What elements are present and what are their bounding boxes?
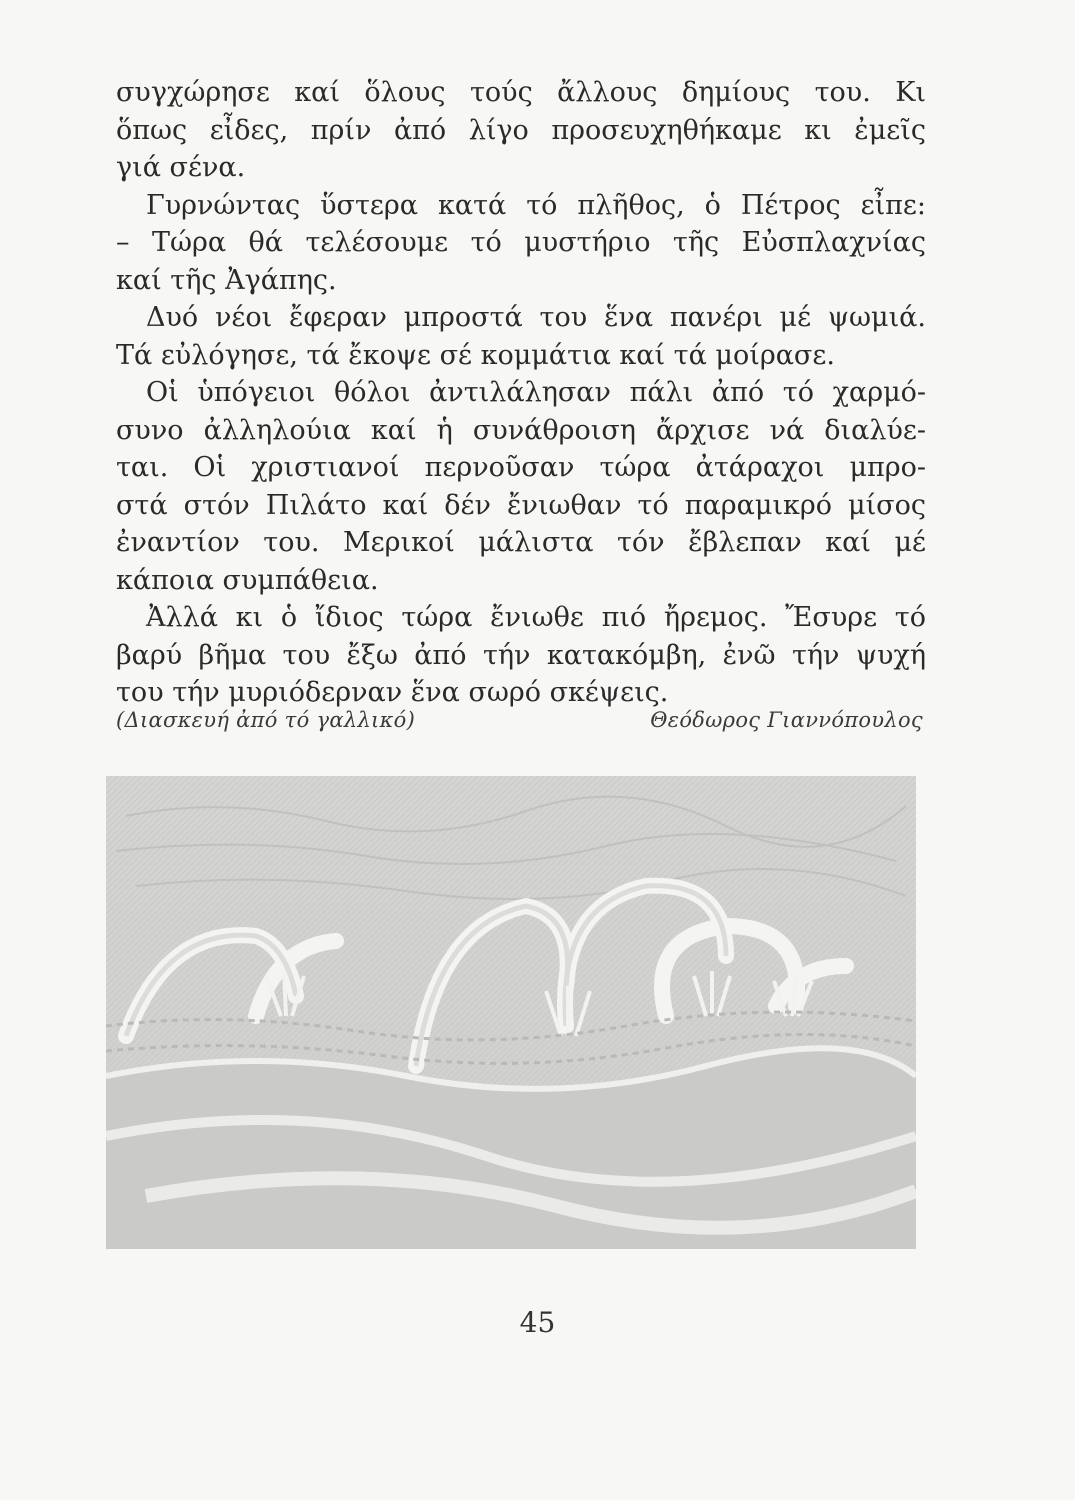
body-text xyxy=(116,74,926,712)
text-line: στά στόν Πιλάτο καί δέν ἔνιωθαν τό παραμικρό μίσος xyxy=(116,489,926,521)
text-line: συνο ἀλληλούια καί ἡ συνάθροιση ἄρχισε νά διαλύε- xyxy=(116,414,926,446)
text-line: Τά εὐλόγησε, τά ἔκοψε σέ κομμάτια καί τά μοίρασε. xyxy=(116,339,835,371)
text-line: κάποια συμπάθεια. xyxy=(116,564,379,596)
text-line: βαρύ βῆμα του ἔξω ἀπό τήν κατακόμβη, ἐνῶ τήν ψυχή xyxy=(116,639,926,671)
text-line: του τήν μυριόδερναν ἕνα σωρό σκέψεις. xyxy=(116,677,669,708)
arches-illustration xyxy=(106,776,916,1249)
adaptation-note: (Διασκευή ἀπό τό γαλλικό) xyxy=(116,708,416,732)
text-line: καί τῆς Ἀγάπης. xyxy=(116,264,337,296)
text-line: ἐναντίον του. Μερικοί μάλιστα τόν ἔβλεπαν καί μέ xyxy=(116,527,926,558)
text-line: συγχώρησε καί ὅλους τούς ἄλλους δημίους του. Κι xyxy=(116,77,926,108)
page-number: 45 xyxy=(519,1306,556,1339)
text-line: γιά σένα. xyxy=(116,152,246,183)
text-line: – Τώρα θά τελέσουμε τό μυστήριο τῆς Εὐσπλαχνίας xyxy=(116,227,926,258)
author-name: Θεόδωρος Γιαννόπουλος xyxy=(650,708,923,732)
text-line: ται. Οἱ χριστιανοί περνοῦσαν τώρα ἀτάραχοι μπρο- xyxy=(116,452,926,483)
text-line: Οἱ ὑπόγειοι θόλοι ἀντιλάλησαν πάλι ἀπό τό χαρμό- xyxy=(146,377,926,408)
text-line: Γυρνώντας ὕστερα κατά τό πλῆθος, ὁ Πέτρος εἶπε: xyxy=(146,189,926,221)
text-line: Δυό νέοι ἔφεραν μπροστά του ἕνα πανέρι μέ ψωμιά. xyxy=(146,302,926,333)
text-line: ὅπως εἶδες, πρίν ἀπό λίγο προσευχηθήκαμε κι ἐμεῖς xyxy=(116,114,926,146)
text-line: Ἀλλά κι ὁ ἴδιος τώρα ἔνιωθε πιό ἤρεμος. Ἔσυρε τό xyxy=(146,602,926,633)
